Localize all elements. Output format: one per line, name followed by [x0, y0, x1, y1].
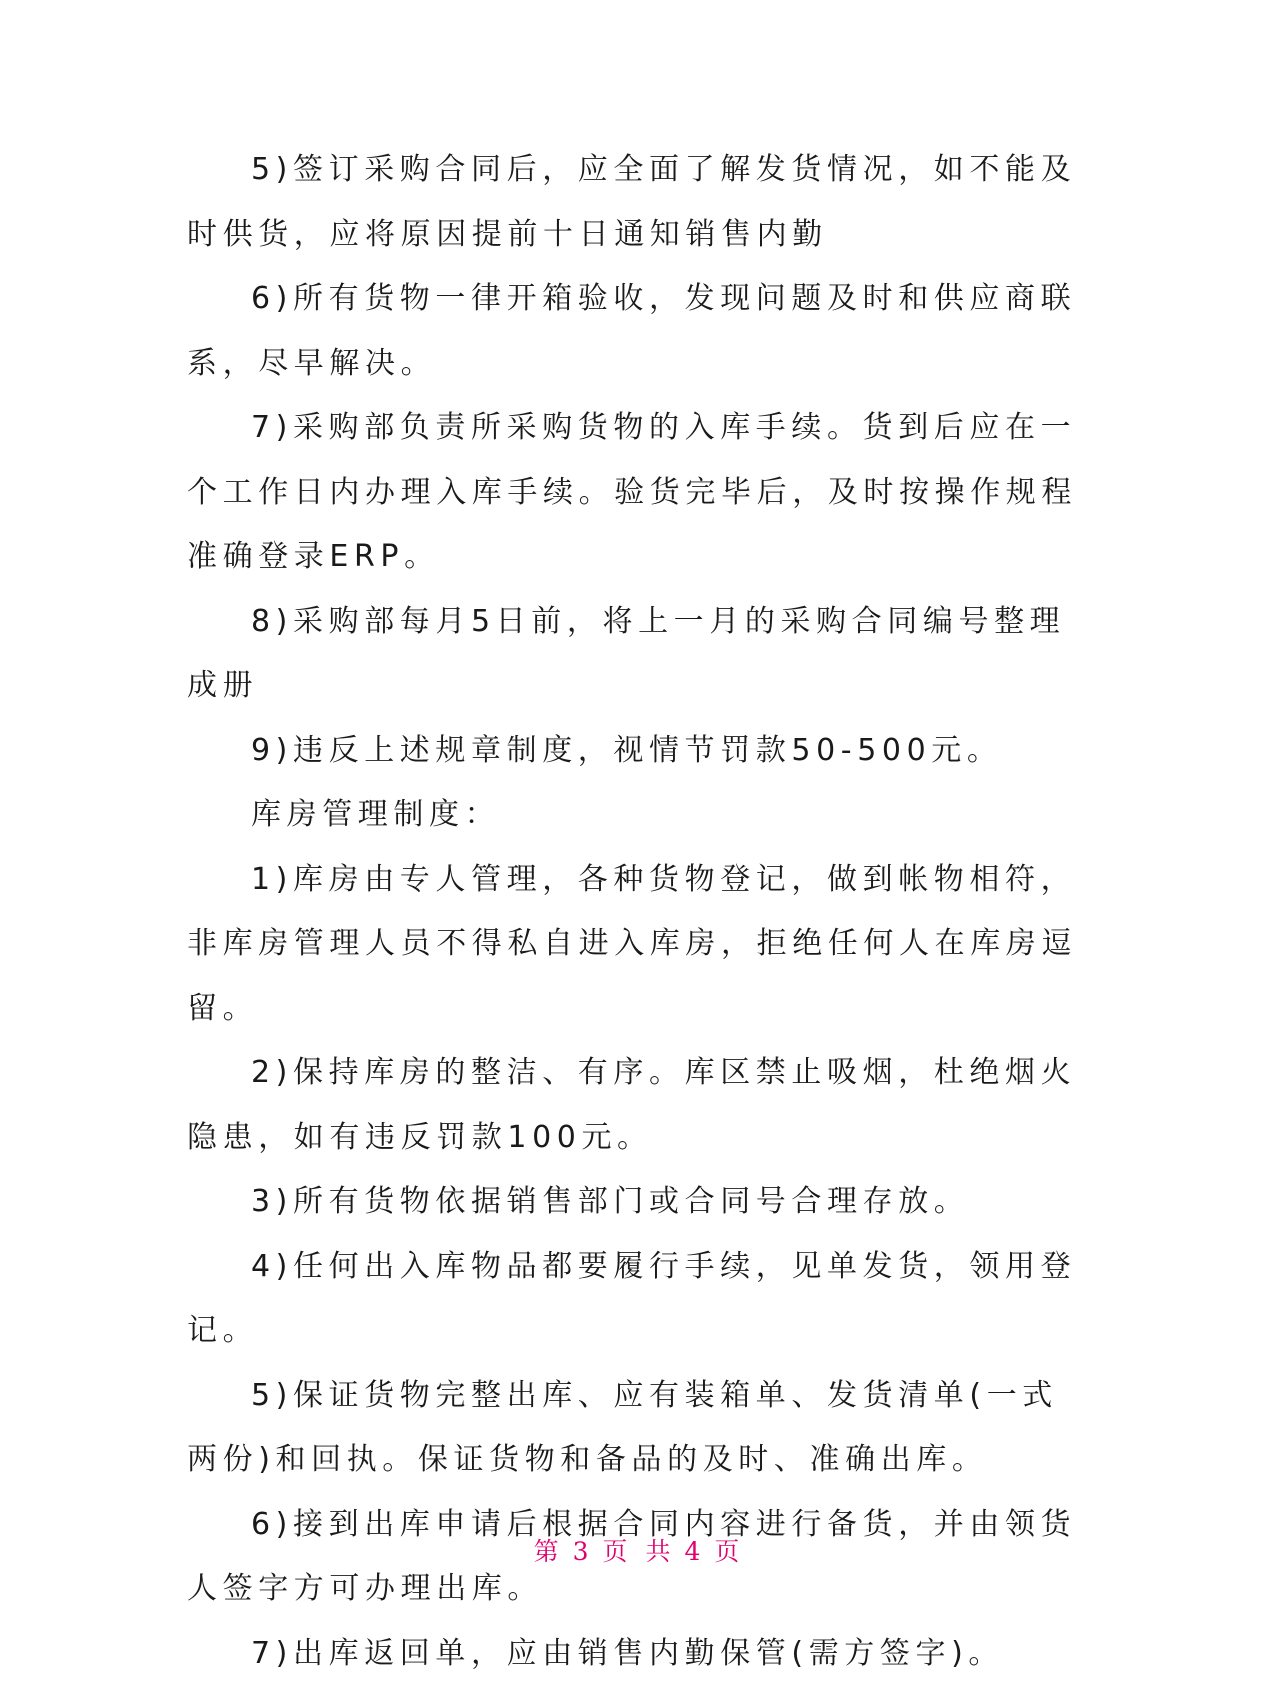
- paragraph: 9)违反上述规章制度，视情节罚款50-500元。: [187, 719, 1087, 784]
- footer-suffix: 页: [714, 1537, 741, 1566]
- paragraph: 3)所有货物依据销售部门或合同号合理存放。: [187, 1170, 1087, 1235]
- paragraph: 6)所有货物一律开箱验收，发现问题及时和供应商联系，尽早解决。: [187, 267, 1087, 396]
- current-page-number: 3: [573, 1537, 591, 1566]
- paragraph: 4)任何出入库物品都要履行手续，见单发货，领用登记。: [187, 1235, 1087, 1364]
- page-footer: [0, 1532, 1275, 1568]
- footer-middle: 页 共: [603, 1537, 673, 1566]
- paragraph: 8)采购部每月5日前，将上一月的采购合同编号整理成册: [187, 590, 1087, 719]
- total-page-number: 4: [684, 1537, 702, 1566]
- paragraph: 5)签订采购合同后，应全面了解发货情况，如不能及时供货，应将原因提前十日通知销售内勤: [187, 138, 1087, 267]
- paragraph: 7)采购部负责所采购货物的入库手续。货到后应在一个工作日内办理入库手续。验货完毕后，及时按操作规程准确登录ERP。: [187, 396, 1087, 590]
- footer-prefix: 第: [534, 1537, 561, 1566]
- paragraph: 7)出库返回单，应由销售内勤保管(需方签字)。: [187, 1622, 1087, 1686]
- paragraph: 5)保证货物完整出库、应有装箱单、发货清单(一式两份)和回执。保证货物和备品的及时、准确出库。: [187, 1364, 1087, 1493]
- document-body: [187, 138, 1087, 1686]
- section-heading: 库房管理制度：: [187, 783, 1087, 848]
- paragraph: 1)库房由专人管理，各种货物登记，做到帐物相符，非库房管理人员不得私自进入库房，拒绝任何人在库房逗留。: [187, 848, 1087, 1042]
- paragraph: 2)保持库房的整洁、有序。库区禁止吸烟，杜绝烟火隐患，如有违反罚款100元。: [187, 1041, 1087, 1170]
- paragraph: 6)接到出库申请后根据合同内容进行备货，并由领货人签字方可办理出库。: [187, 1493, 1087, 1622]
